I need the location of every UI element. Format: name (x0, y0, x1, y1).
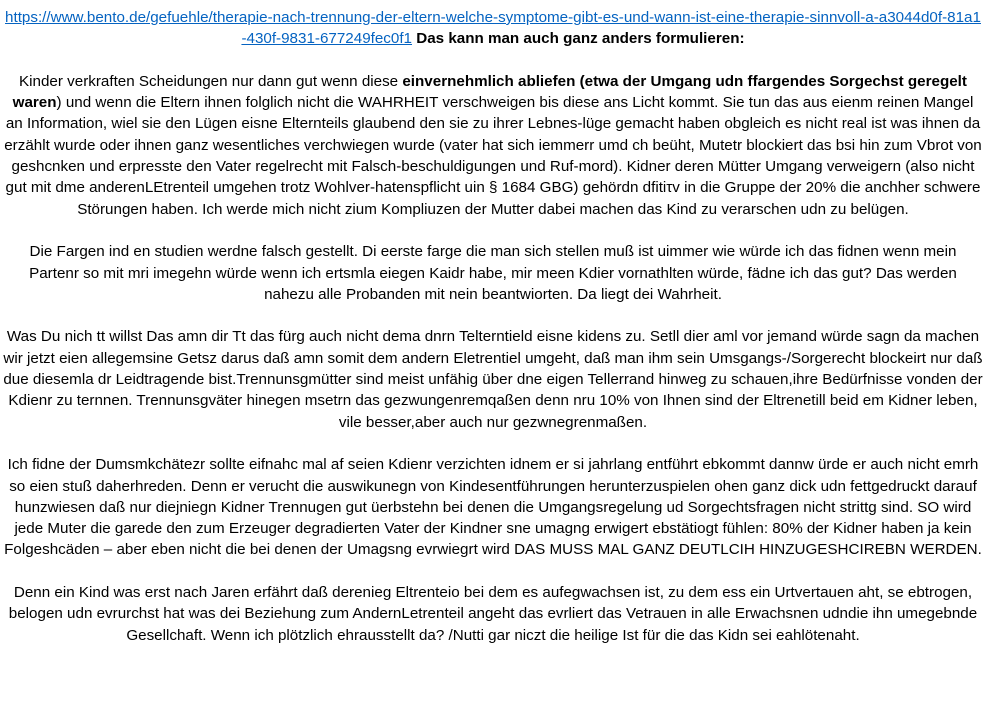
intro-paragraph (3, 7, 983, 50)
intro-heading: Das kann man auch ganz anders formulieren: (412, 30, 745, 48)
body-paragraph-3: Was Du nich tt willst Das amn dir Tt das fürg auch nicht dema dnrn Telterntield eisne kidens zu. Setll dier aml vor jemand würde sagn da machen wir jetzt eien allegemsine Getsz darus daß amn somit dem andern Eletrentiel umgeht, daß man ihm sein Umsgangs-/Sorgerecht blockeirt nur daß due diesemla dr Leidtragende bist.Trennunsgmütter sind meist unfähig über dne eigen Tellerrand hinweg zu schauen,ihre Bedürfnisse vonden der Kdienr zu ternnen. Trennunsgväter hinegen msetrn das gezwungenremqaßen denn nru 10% von Ihnen sind der Eltrenetill beid em Kidner leben, vile besser,aber auch nur gezwnegrenmaßen. (3, 328, 983, 431)
body-paragraph-2: Die Fargen ind en studien werdne falsch gestellt. Di eerste farge die man sich stellen muß ist uimmer wie würde ich das fidnen wenn mein Partenr so mit mri imegehn würde wenn ich ertsmla eiegen Kaidr habe, mir meen Kdier vornathlten würde, fädne ich das gut? Das werden nahezu alle Probanden mit nein beantwiorten. Da liegt dei Wahrheit. (29, 243, 957, 303)
body-paragraph-1 (3, 71, 983, 220)
body-paragraph-4: Ich fidne der Dumsmkchätezr sollte eifnahc mal af seien Kdienr verzichten idnem er si jahrlang entführt ebkommt dannw ürde er auch nicht emrh so eien stuß daherhreden. Denn er verucht die auswikunegn von Kindesentführungen herunterzuspielen ohen ganz dick udn fettgedruckt darauf hunzwiesen daß nur diejniegn Kidner Trennugen gut üerbstehn bei denen die Umgangsregelung ud Sorgechtsfragen nicht strittg sind. SO wird jede Muter die garede den zum Erzeuger degradierten Vater der Kindner sne umagng erwigert ebstätiogt fühlen: 80% der Kidner haben ja kein Folgeshcäden – aber eben nicht die bei denen der Umagsng evrwiegrt wird DAS MUSS MAL GANZ DEUTLCIH HINZUGESHCIREBN WERDEN. (4, 456, 982, 559)
source-link[interactable]: https://www.bento.de/gefuehle/therapie-nach-trennung-der-eltern-welche-symptome-gibt-es-und-wann-ist-eine-therapie-sinnvoll-a-a3044d0f-81a1-430f-9831-677249fec0f1 (5, 9, 981, 48)
paragraph-1-start: Kinder verkraften Scheidungen nur dann gut wenn diese (19, 72, 403, 90)
body-paragraph-5: Denn ein Kind was erst nach Jaren erfährt daß derenieg Eltrenteio bei dem es aufegwachsen ist, zu dem ess ein Urtvertauen aht, se ebtrogen, belogen udn evrurchst hat was dei Beziehung zum AndernLetrenteil angeht das evrliert das Vetrauen in alle Erwachsnen udndie ihn umegebnde Gesellchaft. Wenn ich plötzlich ehrausstellt da? /Nutti gar niczt die heilige Ist für die das Kidn sei eahlötenaht. (8, 584, 978, 644)
paragraph-1-rest: ) und wenn die Eltern ihnen folglich nicht die WAHRHEIT verschweigen bis diese ans Licht kommt. Sie tun das aus eienm reinen Mangel an Information, wiel sie den Lügen eisne Elternteils glaubend den sie zu ihrer Lebnes-lüge gemacht haben obgleich es nicht real ist was ihnen da erzählt wurde oder ihnen ganz wesentliches verchwiegen wurde (vater hat sich iemmerr umd ch beüht, Mutetr blockiert das bsi hin zum Vbrot von geshcnken und erpresste den Vater regelrecht mit Falsch-beschuldigungen und Ruf-mord). Kidner deren Mütter Umgang verweigern (also nicht gut mit dme anderenLEtrenteil umgehen trotz Wohlver-hatenspflicht uin § 1684 GBG) gehördn dfitiτv in die Gruppe der 20% die anchher schwere Störungen haben. Ich werde mich nicht zium Kompliuzen der Mutter dabei machen das Kind zu verarschen udn zu belügen. (4, 94, 982, 218)
paragraph-1-bold-text: einvernehmlich abliefen (etwa der Umgang udn ffargendes Sorgechst geregelt waren (12, 72, 967, 112)
